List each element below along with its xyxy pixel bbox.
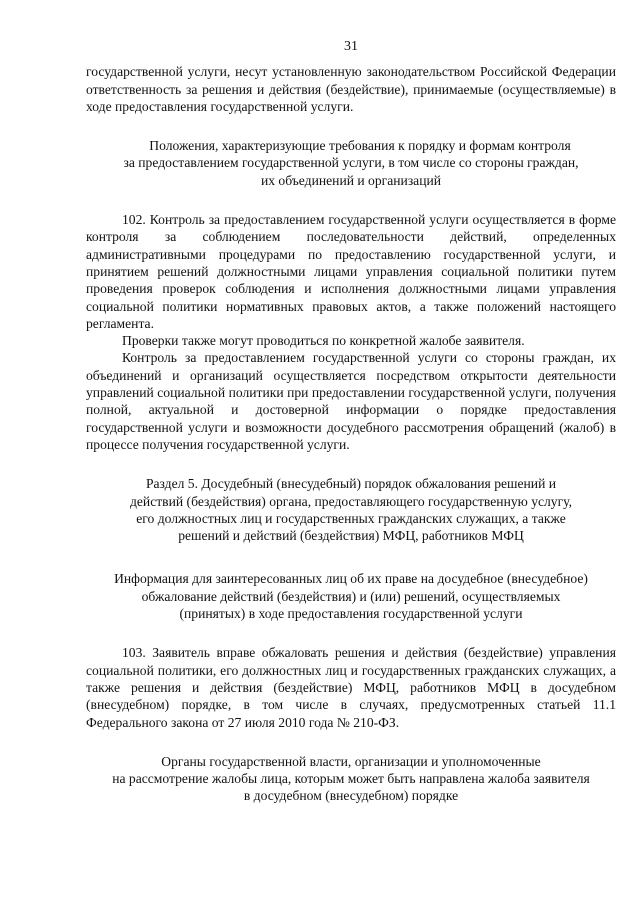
paragraph-citizens-control: Контроль за предоставлением государственной услуги со стороны граждан, их объединений и организаций осуществляется посредством открытости деятельности управлений социальной политики при предоставлении государственной услуги, получения полной, актуальной и достоверной информации о порядке предоставления государственной услуги и возможности досудебного рассмотрения обращений (жалоб) в процессе получения государственной услуги. <box>86 350 616 452</box>
heading-line: Информация для заинтересованных лиц об их праве на досудебное (внесудебное) <box>114 571 588 587</box>
section-5-heading <box>86 475 616 544</box>
heading-appeal-info <box>86 570 616 622</box>
heading-line: на рассмотрение жалобы лица, которым может быть направлена жалоба заявителя <box>112 771 590 787</box>
paragraph-102: 102. Контроль за предоставлением государственной услуги осуществляется в форме контроля за соблюдением последовательности действий, определенных административными процедурами по предоставлению государственной услуги, и принятием решений должностными лицами управления социальной политики путем проведения проверок соблюдения и исполнения должностными лицами управления социальной политики нормативных правовых актов, а также положений настоящего регламента. <box>86 212 616 331</box>
heading-line: обжалование действий (бездействия) и (или) решений, осуществляемых <box>141 588 561 604</box>
heading-line: Раздел 5. Досудебный (внесудебный) порядок обжалования решений и <box>145 476 557 492</box>
heading-line: Положения, характеризующие требования к порядку и формам контроля <box>149 138 571 154</box>
heading-line: действий (бездействия) органа, предоставляющего государственную услугу, <box>129 493 573 509</box>
heading-line: в досудебном (внесудебном) порядке <box>243 788 459 804</box>
heading-line: (принятых) в ходе предоставления государственной услуги <box>179 606 523 622</box>
heading-line: за предоставлением государственной услуги, в том числе со стороны граждан, <box>123 155 579 171</box>
heading-control <box>86 137 616 189</box>
heading-line: их объединений и организаций <box>260 172 442 188</box>
paragraph-103: 103. Заявитель вправе обжаловать решения и действия (бездействие) управления социальной политики, его должностных лиц и государственных гражданских служащих, а также решения и действия (бездействие) МФЦ, работников МФЦ в досудебном (внесудебном) порядке, в том числе в случаях, предусмотренных статьей 11.1 Федерального закона от 27 июля 2010 года № 210-ФЗ. <box>86 645 616 730</box>
heading-line: Органы государственной власти, организации и уполномоченные <box>161 753 541 769</box>
heading-line: его должностных лиц и государственных гражданских служащих, а также <box>136 510 566 526</box>
paragraph-continuation: государственной услуги, несут установленную законодательством Российской Федерации ответственность за решения и действия (бездействие), принимаемые (осуществляемые) в ходе предоставления государственной услуги. <box>86 64 616 114</box>
paragraph-checks: Проверки также могут проводиться по конкретной жалобе заявителя. <box>122 333 525 349</box>
heading-line: решений и действий (бездействия) МФЦ, работников МФЦ <box>178 528 524 544</box>
page-number: 31 <box>344 39 358 54</box>
heading-appeal-bodies <box>86 753 616 805</box>
